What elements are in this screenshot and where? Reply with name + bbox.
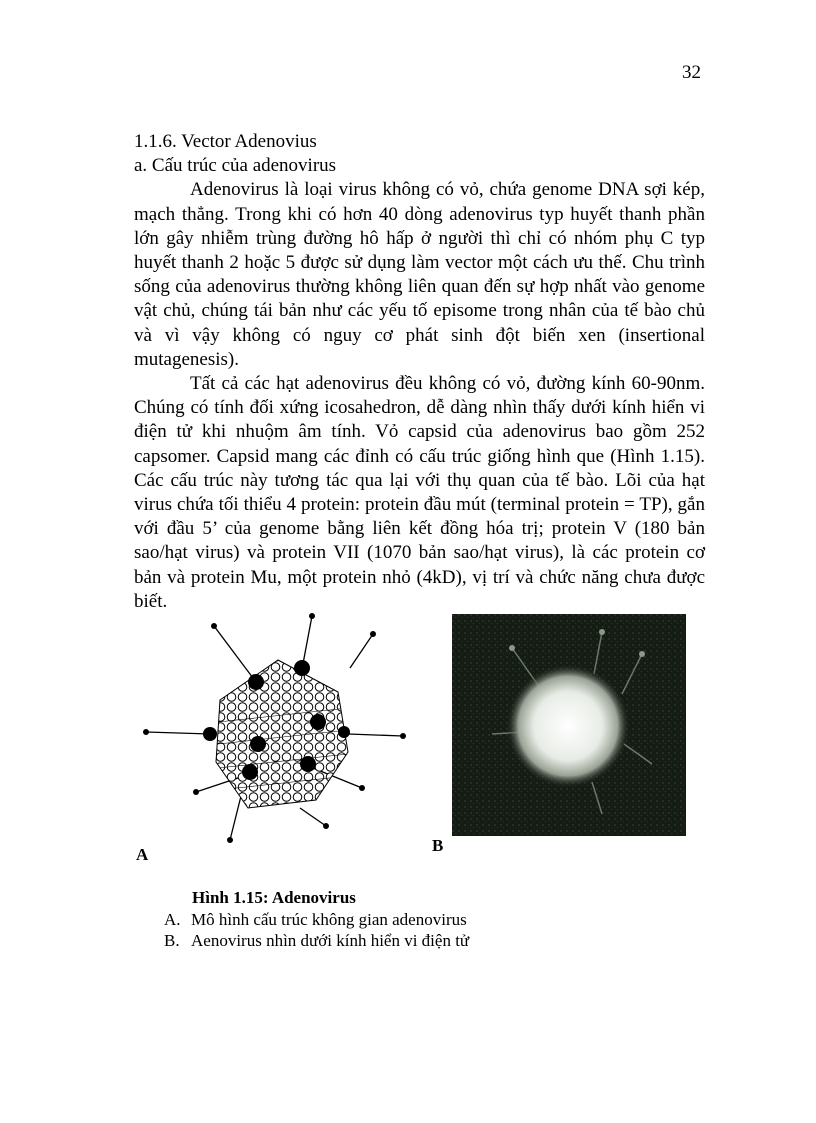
subheading: a. Cấu trúc của adenovirus [134, 155, 337, 177]
caption-marker: A. [164, 910, 181, 929]
caption-item [164, 930, 469, 951]
electron-micrograph-figure [452, 614, 686, 836]
caption-item [164, 909, 469, 930]
paragraph-2: Tất cả các hạt adenovirus đều không có vỏ, đường kính 60-90nm. Chúng có tính đối xứng icosahedron, dễ dàng nhìn thấy dưới kính hiển vi điện tử khi nhuộm âm tính. Vỏ capsid của adenovirus bao gồm 252 capsomer. Capsid mang các đỉnh có cấu trúc giống hình que (Hình 1.15). Các cấu trúc này tương tác qua lại với thụ quan của tế bào. Lõi của hạt virus chứa tối thiểu 4 protein: protein đầu mút (terminal protein = TP), gắn với đầu 5’ của genome bằng liên kết đồng hóa trị; protein V (180 bản sao/hạt virus) và protein VII (1070 bản sao/hạt virus), là các protein cơ bản và protein Mu, một protein nhỏ (4kD), vị trí và chức năng chưa được biết. [134, 373, 705, 612]
capsid-body [216, 660, 348, 808]
section-heading: 1.1.6. Vector Adenovius [134, 131, 317, 152]
page-number: 32 [682, 62, 701, 83]
adenovirus-model-figure [138, 612, 420, 844]
caption-text: Aenovirus nhìn dưới kính hiển vi điện tử [191, 931, 470, 950]
figure-caption-title: Hình 1.15: Adenovirus [192, 888, 356, 907]
figure-label-a: A [136, 845, 149, 864]
document-body [134, 130, 705, 614]
figure-caption-list [164, 909, 469, 951]
caption-marker: B. [164, 931, 180, 950]
paragraph-1: Adenovirus là loại virus không có vỏ, chứa genome DNA sợi kép, mạch thẳng. Trong khi có hơn 40 dòng adenovirus typ huyết thanh phần lớn gây nhiễm trùng đường hô hấp ở người thì chỉ có nhóm phụ C typ huyết thanh 2 hoặc 5 được sử dụng làm vector một cách ưu thế. Chu trình sống của adenovirus thường không liên quan đến sự hợp nhất vào genome vật chủ, chúng tái bản như các yếu tố episome trong nhân của tế bào chủ và vì vậy không có nguy cơ phát sinh đột biến xen (insertional mutagenesis). [134, 179, 705, 370]
figure-label-b: B [432, 836, 444, 855]
caption-text: Mô hình cấu trúc không gian adenovirus [191, 910, 467, 929]
virus-particle [506, 664, 630, 788]
